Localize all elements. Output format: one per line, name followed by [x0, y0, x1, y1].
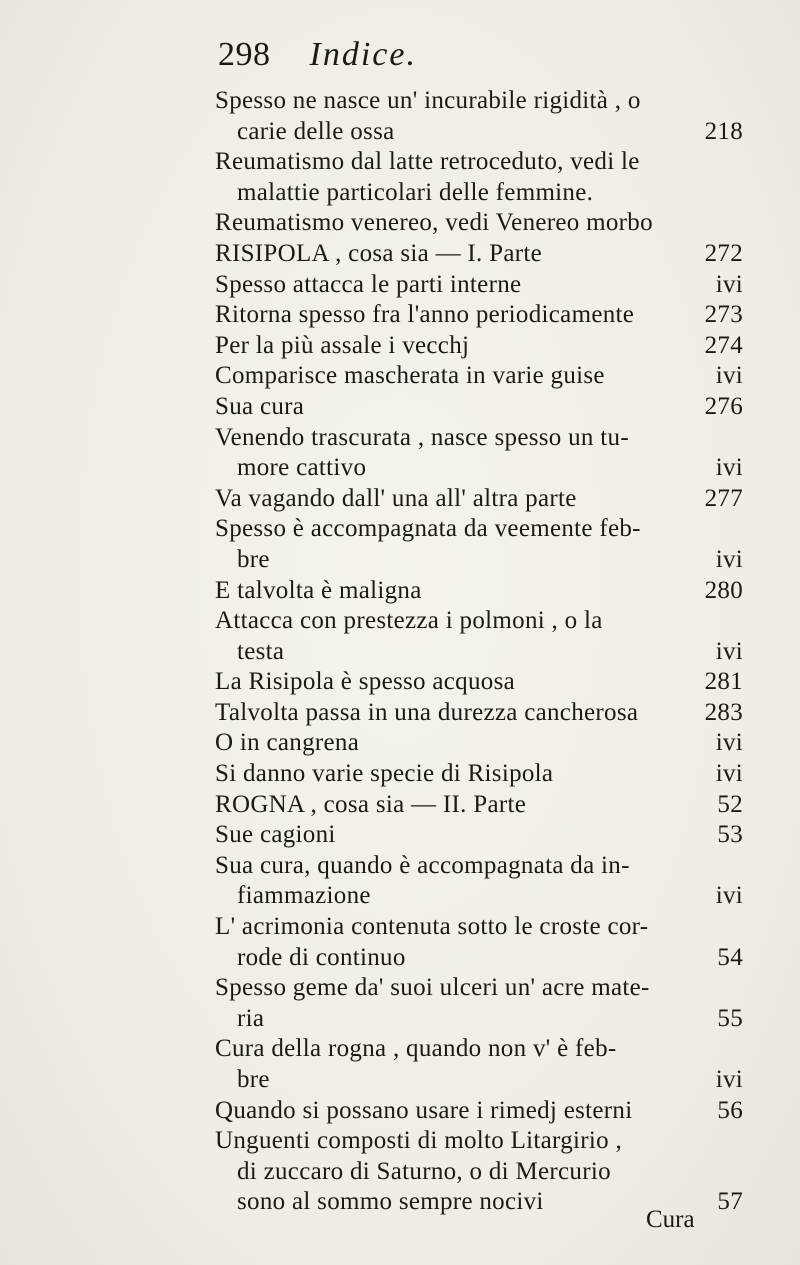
index-entry [0, 912, 800, 973]
page-header [218, 36, 417, 74]
entry-line: Reumatismo dal latte retroceduto, vedi le [215, 148, 640, 176]
entry-text [0, 300, 800, 331]
index-entries [0, 86, 800, 1218]
index-entry [0, 820, 800, 851]
entry-line: sono al sommo sempre nocivi [237, 1188, 544, 1216]
index-entry [0, 1096, 800, 1127]
entry-page-ref: 57 [717, 1188, 743, 1216]
index-entry [0, 423, 800, 484]
entry-line: RISIPOLA , cosa sia — I. Parte [215, 239, 543, 267]
running-title: Indice. [309, 36, 417, 73]
index-entry [0, 514, 800, 575]
entry-line: Quando si possano usare i rimedj esterni [215, 1096, 633, 1124]
entry-text [0, 973, 800, 1034]
entry-line: carie delle ossa [237, 117, 395, 145]
entry-line: E talvolta è maligna [215, 576, 422, 604]
entry-text [0, 331, 800, 362]
entry-line: Si danno varie specie di Risipola [215, 760, 554, 788]
entry-page-ref: 280 [704, 576, 743, 604]
index-entry [0, 300, 800, 331]
index-entry [0, 239, 800, 270]
entry-line: malattie particolari delle femmine. [237, 178, 594, 206]
entry-page-ref: 281 [704, 668, 743, 696]
entry-text [0, 423, 800, 484]
index-entry [0, 698, 800, 729]
entry-line: Cura della rogna , quando non v' è feb- [215, 1035, 617, 1063]
entry-line: Comparisce mascherata in varie guise [215, 362, 605, 390]
entry-text [0, 790, 800, 821]
entry-text [0, 820, 800, 851]
entry-page-ref: 273 [704, 301, 743, 329]
entry-line: fiammazione [237, 882, 371, 910]
entry-text [0, 239, 800, 270]
entry-line: Attacca con prestezza i polmoni , o la [215, 607, 603, 635]
entry-line: La Risipola è spesso acquosa [215, 668, 516, 696]
entry-line: Sua cura, quando è accompagnata da in- [215, 851, 630, 879]
entry-page-ref: 56 [717, 1096, 743, 1124]
entry-text [0, 392, 800, 423]
index-entry [0, 147, 800, 208]
entry-page-ref: ivi [715, 882, 743, 910]
index-entry [0, 667, 800, 698]
entry-page-ref: 277 [704, 484, 743, 512]
entry-line: Spesso è accompagnata da veemente feb- [215, 515, 641, 543]
entry-page-ref: 283 [704, 698, 743, 726]
page-number: 298 [218, 36, 271, 73]
entry-page-ref: ivi [715, 270, 743, 298]
entry-line: Sue cagioni [215, 821, 336, 849]
entry-line: L' acrimonia contenuta sotto le croste cor- [215, 913, 649, 941]
index-entry [0, 270, 800, 301]
entry-text [0, 728, 800, 759]
entry-text [0, 606, 800, 667]
entry-line: Va vagando dall' una all' altra parte [215, 484, 577, 512]
entry-page-ref: 55 [717, 1004, 743, 1032]
entry-text [0, 1096, 800, 1127]
entry-text [0, 912, 800, 973]
index-entry [0, 392, 800, 423]
entry-text [0, 484, 800, 515]
entry-line: rode di continuo [237, 943, 406, 971]
entry-page-ref: 54 [717, 943, 743, 971]
entry-text [0, 147, 800, 208]
entry-line: Spesso ne nasce un' incurabile rigidità , o [215, 87, 641, 114]
entry-line: Ritorna spesso fra l'anno periodicamente [215, 301, 635, 329]
entry-line: bre [237, 1066, 270, 1093]
entry-line: ROGNA , cosa sia — II. Parte [215, 790, 527, 818]
index-entry [0, 1126, 800, 1218]
entry-page-ref: ivi [715, 1066, 743, 1093]
index-entry [0, 728, 800, 759]
entry-page-ref: 52 [717, 790, 743, 818]
entry-page-ref: 218 [704, 117, 743, 145]
entry-line: Spesso geme da' suoi ulceri un' acre mate- [215, 974, 650, 1002]
entry-page-ref: ivi [715, 760, 743, 788]
index-entry [0, 86, 800, 147]
entry-page-ref: 276 [704, 392, 743, 420]
entry-text [0, 208, 800, 239]
index-entry [0, 606, 800, 667]
index-entry [0, 851, 800, 912]
entry-line: di zuccaro di Saturno, o di Mercurio [237, 1157, 611, 1185]
entry-text [0, 851, 800, 912]
entry-line: Sua cura [215, 392, 305, 420]
index-entry [0, 759, 800, 790]
entry-line: Venendo trascurata , nasce spesso un tu- [215, 423, 629, 451]
entry-page-ref: ivi [715, 454, 743, 482]
entry-page-ref: 274 [704, 331, 743, 359]
index-entry [0, 973, 800, 1034]
index-entry [0, 790, 800, 821]
entry-line: testa [237, 637, 285, 665]
entry-line: Unguenti composti di molto Litargirio , [215, 1127, 623, 1155]
entry-text [0, 759, 800, 790]
entry-text [0, 514, 800, 575]
entry-text [0, 86, 800, 147]
entry-page-ref: 53 [717, 821, 743, 849]
entry-line: bre [237, 545, 270, 573]
entry-line: ria [237, 1004, 265, 1032]
entry-text [0, 576, 800, 607]
entry-page-ref: ivi [715, 362, 743, 390]
entry-line: Per la più assale i vecchj [215, 331, 470, 359]
entry-page-ref: ivi [715, 637, 743, 665]
index-entry [0, 361, 800, 392]
entry-text [0, 361, 800, 392]
entry-text [0, 1126, 800, 1218]
index-entry [0, 208, 800, 239]
index-entry [0, 331, 800, 362]
entry-text [0, 1034, 800, 1095]
entry-text [0, 270, 800, 301]
entry-line: more cattivo [237, 454, 367, 482]
entry-line: Reumatismo venereo, vedi Venereo morbo [215, 209, 653, 237]
entry-text [0, 667, 800, 698]
entry-page-ref: 272 [704, 239, 743, 267]
entry-line: Spesso attacca le parti interne [215, 270, 522, 298]
entry-page-ref: ivi [715, 729, 743, 757]
index-entry [0, 576, 800, 607]
index-entry [0, 484, 800, 515]
catchword: Cura [646, 1206, 695, 1233]
entry-page-ref: ivi [715, 545, 743, 573]
index-entry [0, 1034, 800, 1095]
entry-line: O in cangrena [215, 729, 360, 757]
entry-text [0, 698, 800, 729]
entry-line: Talvolta passa in una durezza cancherosa [215, 698, 639, 726]
